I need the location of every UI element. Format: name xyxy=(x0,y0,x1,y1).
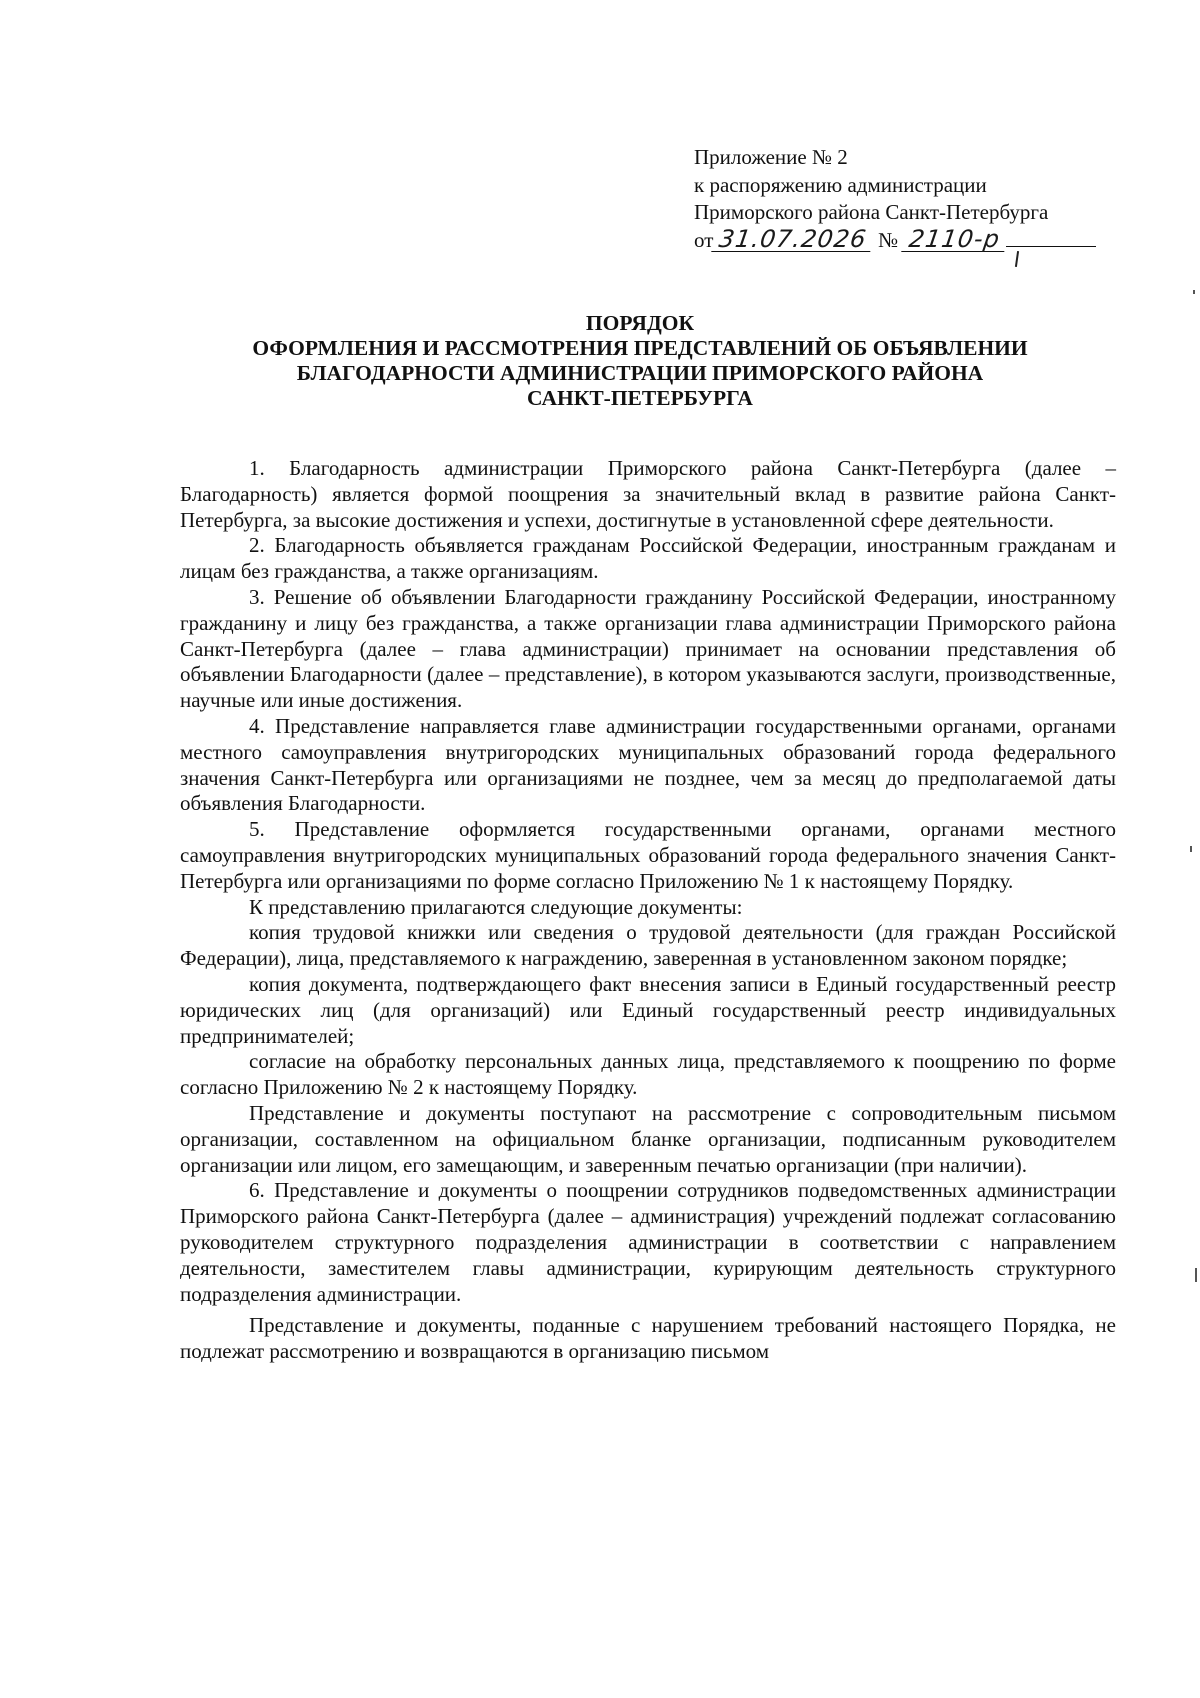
signature-underline xyxy=(1006,228,1096,247)
title-line-1: ПОРЯДОК xyxy=(585,311,695,335)
attachment-item-1: копия трудовой книжки или сведения о трудовой деятельности (для граждан Российской Федерации), лица, представляемого к награждению, заверенная в установленном законом порядке; xyxy=(180,920,1116,971)
paragraph-cover-letter: Представление и документы поступают на рассмотрение с сопроводительным письмом организации, составленном на официальном бланке организации, подписанным руководителем организации или лицом, его замещающим, и заверенным печатью организации (при наличии). xyxy=(180,1100,1116,1177)
title-line-2: ОФОРМЛЕНИЯ И РАССМОТРЕНИЯ ПРЕДСТАВЛЕНИЙ ОБ ОБЪЯВЛЕНИИ xyxy=(252,336,1028,360)
annex-line-3: Приморского района Санкт-Петербурга xyxy=(694,200,1049,224)
scan-speck xyxy=(1190,846,1192,852)
paragraph-6: 6. Представление и документы о поощрении сотрудников подведомственных администрации Приморского района Санкт-Петербурга (далее – администрация) учреждений подлежат согласованию руководителем структурного подразделения администрации в соответствии с направлением деятельности, заместителем главы администрации, курирующим деятельность структурного подразделения администрации. xyxy=(180,1178,1116,1306)
document-body xyxy=(180,456,1116,1365)
title-line-3: БЛАГОДАРНОСТИ АДМИНИСТРАЦИИ ПРИМОРСКОГО РАЙОНА xyxy=(296,361,984,385)
annex-line-1: Приложение № 2 xyxy=(694,145,848,169)
paragraph-attachments-intro: К представлению прилагаются следующие документы: xyxy=(249,894,743,919)
paragraph-4: 4. Представление направляется главе администрации государственными органами, органами местного самоуправления внутригородских муниципальных образований города федерального значения Санкт-Петербурга или организациями не позднее, чем за месяц до предполагаемой даты объявления Благодарности. xyxy=(180,713,1116,816)
handwritten-date: 31.07.2026 xyxy=(712,227,875,252)
paragraph-violations: Представление и документы, поданные с нарушением требований настоящего Порядка, не подлежат рассмотрению и возвращаются в организацию письмом xyxy=(180,1313,1116,1364)
attachment-item-3: согласие на обработку персональных данных лица, представляемого к поощрению по форме согласно Приложению № 2 к настоящему Порядку. xyxy=(180,1049,1116,1100)
date-prefix: от xyxy=(694,227,714,252)
title-line-4: САНКТ-ПЕТЕРБУРГА xyxy=(527,386,753,410)
paragraph-5: 5. Представление оформляется государственными органами, органами местного самоуправления внутригородских муниципальных образований города федерального значения Санкт-Петербурга или организациями по форме согласно Приложению № 1 к настоящему Порядку. xyxy=(180,817,1116,893)
paragraph-1: 1. Благодарность администрации Приморского района Санкт-Петербурга (далее – Благодарность) является формой поощрения за значительный вклад в развитие района Санкт-Петербурга, за высокие достижения и успехи, достигнутые в установленной сфере деятельности. xyxy=(180,456,1116,532)
paragraph-3: 3. Решение об объявлении Благодарности гражданину Российской Федерации, иностранному гражданину и лицу без гражданства, а также организации глава администрации Приморского района Санкт-Петербурга (далее – глава администрации) принимает на основании представления об объявлении Благодарности (далее – представление), в котором указываются заслуги, производственные, научные или иные достижения. xyxy=(180,584,1116,713)
annex-date-number-row xyxy=(694,224,1096,255)
number-prefix: № xyxy=(878,227,899,252)
annex-line-2: к распоряжению администрации xyxy=(694,172,987,197)
annex-header xyxy=(694,144,1096,254)
scan-speck xyxy=(1193,290,1195,294)
attachment-item-2: копия документа, подтверждающего факт внесения записи в Единый государственный реестр юридических лиц (для организаций) или Единый государственный реестр индивидуальных предпринимателей; xyxy=(180,971,1116,1048)
document-title xyxy=(180,311,1100,411)
paragraph-2: 2. Благодарность объявляется гражданам Российской Федерации, иностранным гражданам и лицам без гражданства, а также организациям. xyxy=(180,533,1116,584)
handwritten-number: 2110-р xyxy=(902,227,1008,252)
scan-speck xyxy=(1195,1268,1197,1282)
handwritten-tick-mark xyxy=(1015,250,1019,266)
